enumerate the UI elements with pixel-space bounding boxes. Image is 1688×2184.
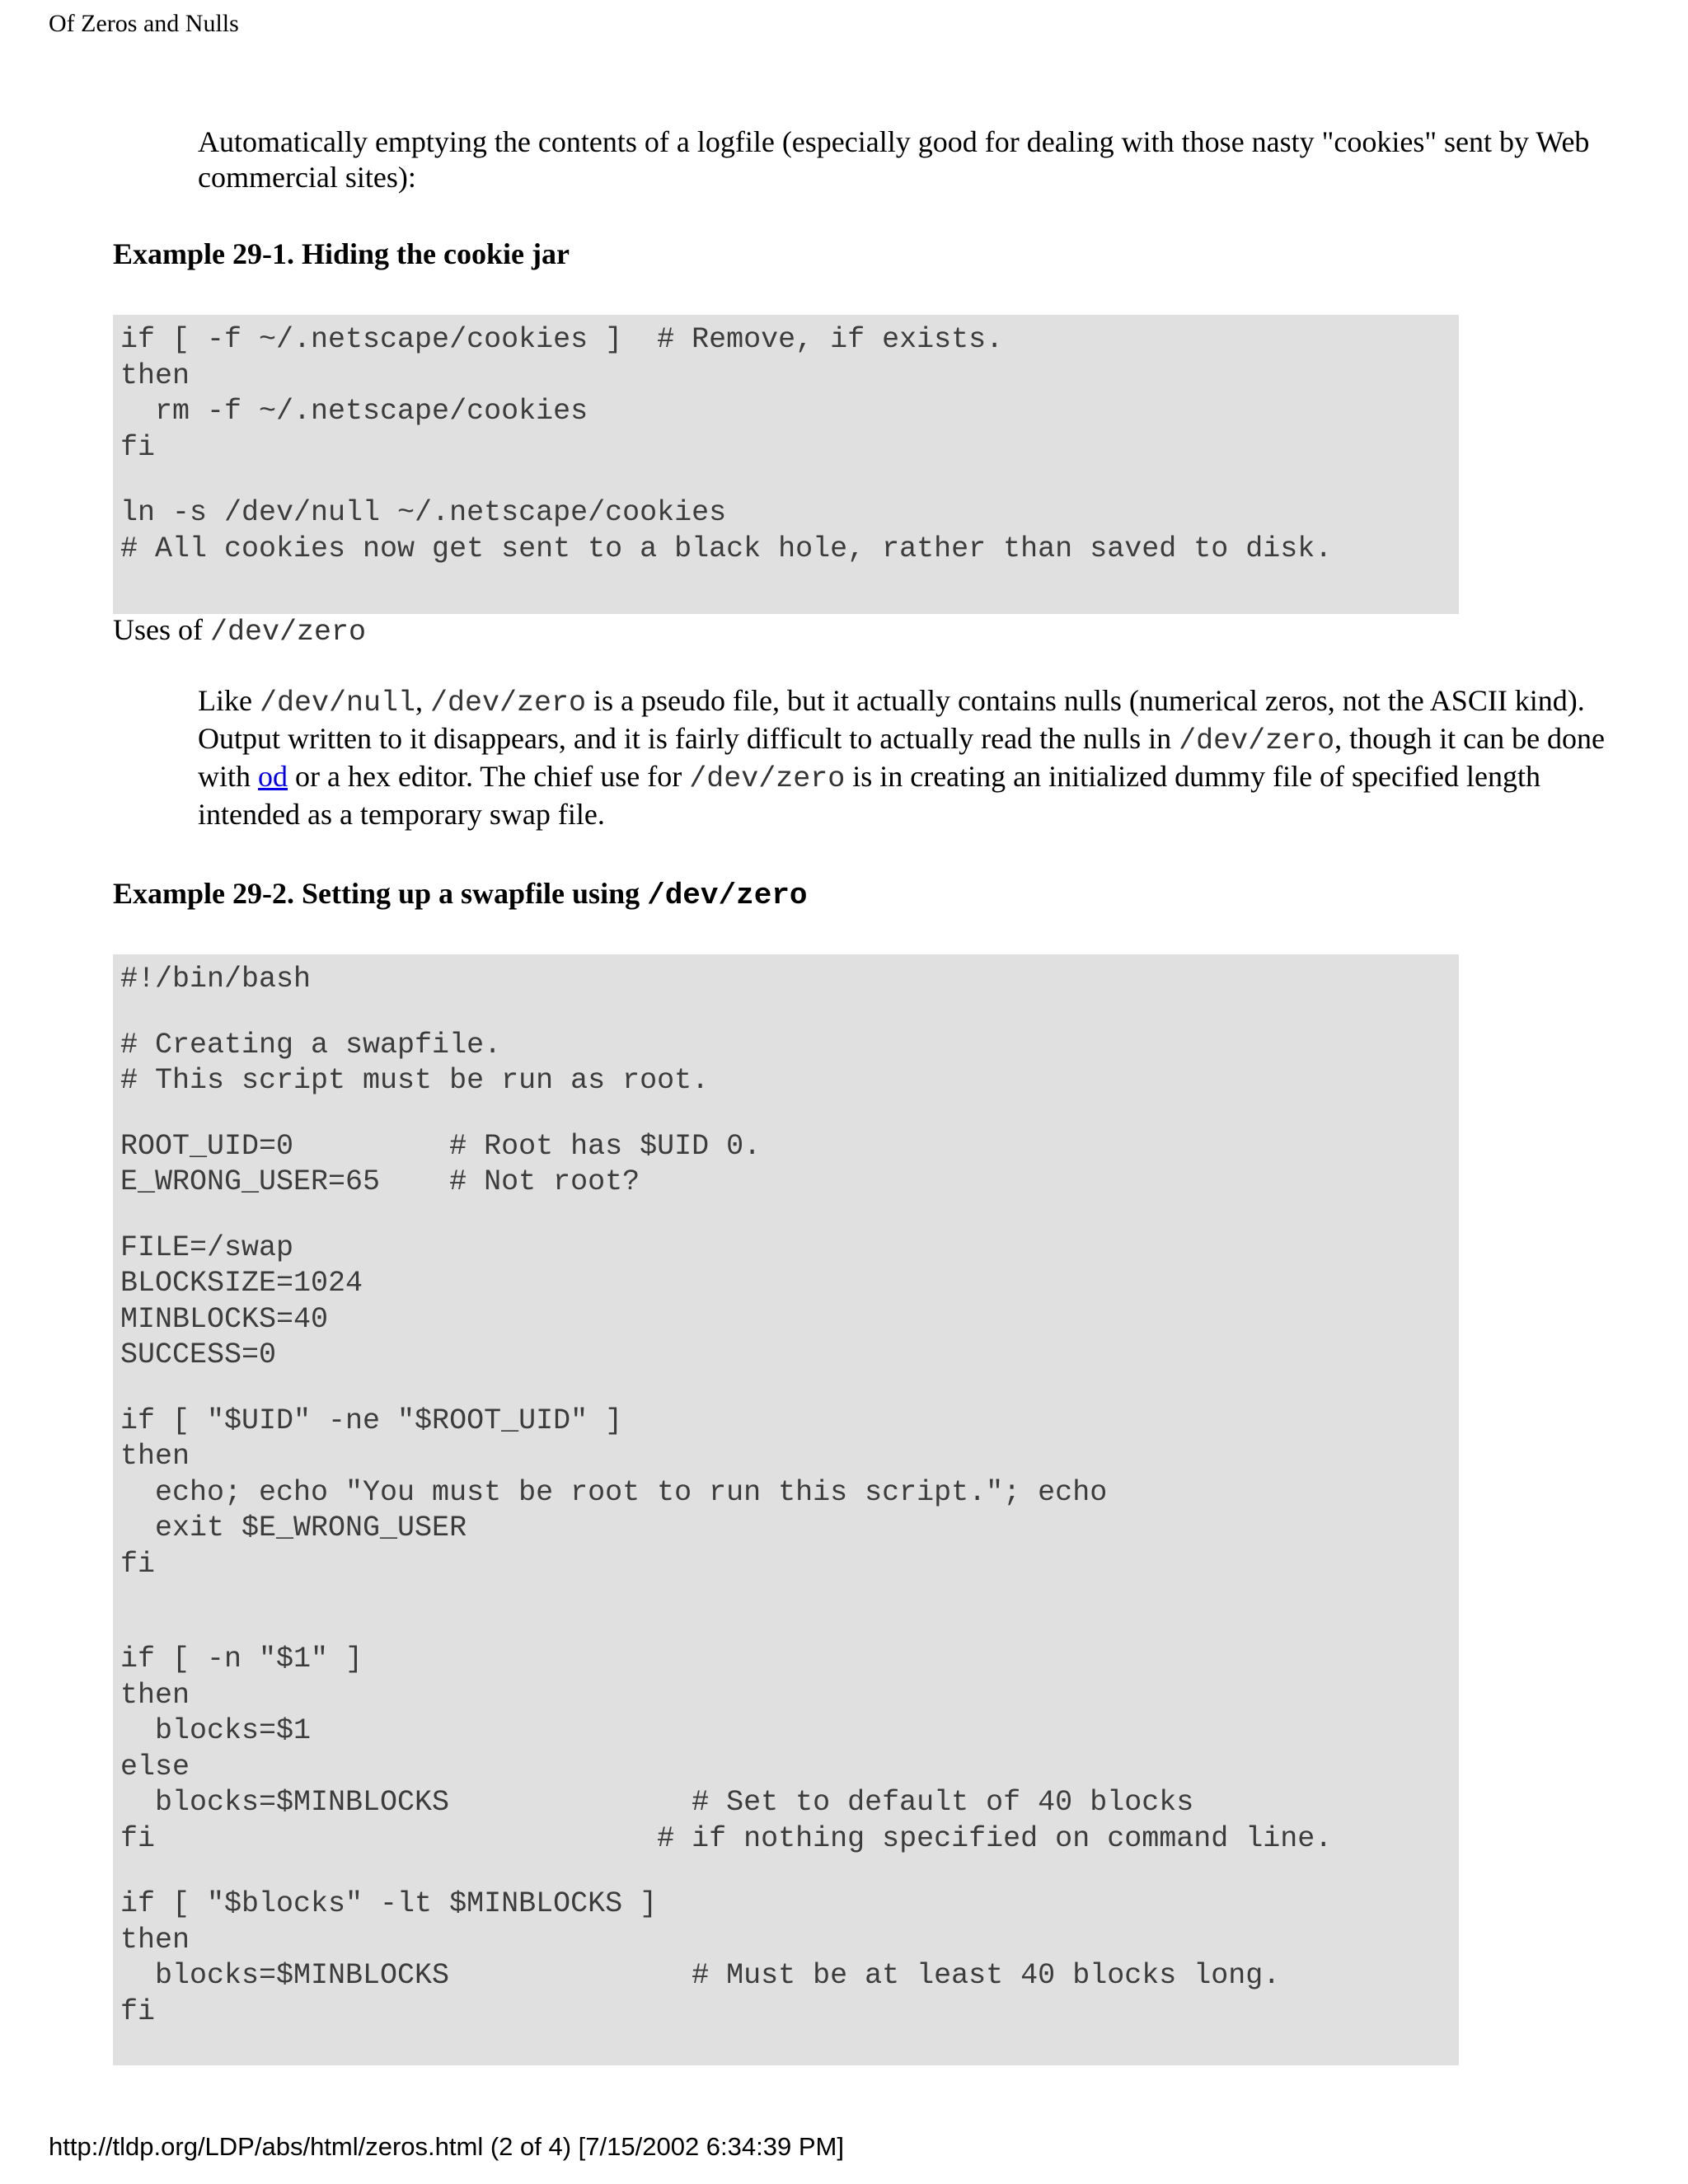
code-group: ROOT_UID=0 # Root has $UID 0. E_WRONG_USER=65 # Not root? <box>120 1129 762 1198</box>
code-spacer <box>120 1374 1459 1404</box>
od-link[interactable]: od <box>258 760 288 793</box>
example-2-title-code: /dev/zero <box>647 879 808 912</box>
code-group: if [ -n "$1" ] then blocks=$1 else blocks=$MINBLOCKS # Set to default of 40 blocks fi # if nothing specified on command line. <box>120 1643 1333 1855</box>
text-fragment: Like <box>198 684 260 717</box>
code-group: if [ -f ~/.netscape/cookies ] # Remove, if exists. then rm -f ~/.netscape/cookies fi <box>120 323 1004 464</box>
code-spacer <box>120 1099 1459 1129</box>
section-label-code: /dev/zero <box>209 616 367 649</box>
section-label-dev-zero <box>113 612 366 650</box>
code-group: ln -s /dev/null ~/.netscape/cookies # All cookies now get sent to a black hole, rather than saved to disk. <box>120 496 1333 565</box>
example-1-code-block <box>113 315 1459 614</box>
section-label-prefix: Uses of <box>113 613 210 646</box>
code-spacer <box>120 1201 1459 1230</box>
code-group: # Creating a swapfile. # This script must be run as root. <box>120 1028 710 1097</box>
inline-code-devzero: /dev/zero <box>430 687 587 719</box>
dev-zero-paragraph <box>198 683 1615 832</box>
example-2-code-block <box>113 954 1459 2065</box>
page-header-title: Of Zeros and Nulls <box>49 10 239 37</box>
example-2-title <box>113 875 808 914</box>
code-spacer <box>120 998 1459 1028</box>
code-spacer <box>120 1582 1459 1642</box>
page-footer-url: http://tldp.org/LDP/abs/html/zeros.html (2 of 4) [7/15/2002 6:34:39 PM] <box>49 2132 844 2161</box>
inline-code-devzero: /dev/zero <box>1179 724 1335 757</box>
text-fragment: , <box>415 684 431 717</box>
code-spacer <box>120 466 1459 495</box>
code-spacer <box>120 1857 1459 1886</box>
code-group: FILE=/swap BLOCKSIZE=1024 MINBLOCKS=40 SUCCESS=0 <box>120 1230 363 1371</box>
example-2-title-text: Example 29-2. Setting up a swapfile using <box>113 877 648 910</box>
intro-paragraph: Automatically emptying the contents of a logfile (especially good for dealing with those nasty "cookies" sent by Web commercial sites): <box>198 125 1590 194</box>
example-1-title: Example 29-1. Hiding the cookie jar <box>113 237 570 270</box>
code-group: #!/bin/bash <box>120 963 312 996</box>
inline-code-devnull: /dev/null <box>259 687 416 719</box>
code-group: if [ "$UID" -ne "$ROOT_UID" ] then echo; echo "You must be root to run this script."; echo exit $E_WRONG_USER fi <box>120 1404 1108 1581</box>
code-group: if [ "$blocks" -lt $MINBLOCKS ] then blocks=$MINBLOCKS # Must be at least 40 blocks long. fi <box>120 1887 1281 2028</box>
inline-code-devzero: /dev/zero <box>689 762 846 795</box>
text-fragment: is in creating an initialized dummy file of specified length intended as a temporary swap file. <box>198 760 1540 831</box>
text-fragment: or a hex editor. The chief use for <box>288 760 690 793</box>
text-fragment: , though it can be done with <box>198 722 1606 793</box>
text-fragment: is a pseudo file, but it actually contains nulls (numerical zeros, not the ASCII kind). Output written to it disappears, and it is fairly difficult to actually read the nulls in <box>198 684 1585 755</box>
